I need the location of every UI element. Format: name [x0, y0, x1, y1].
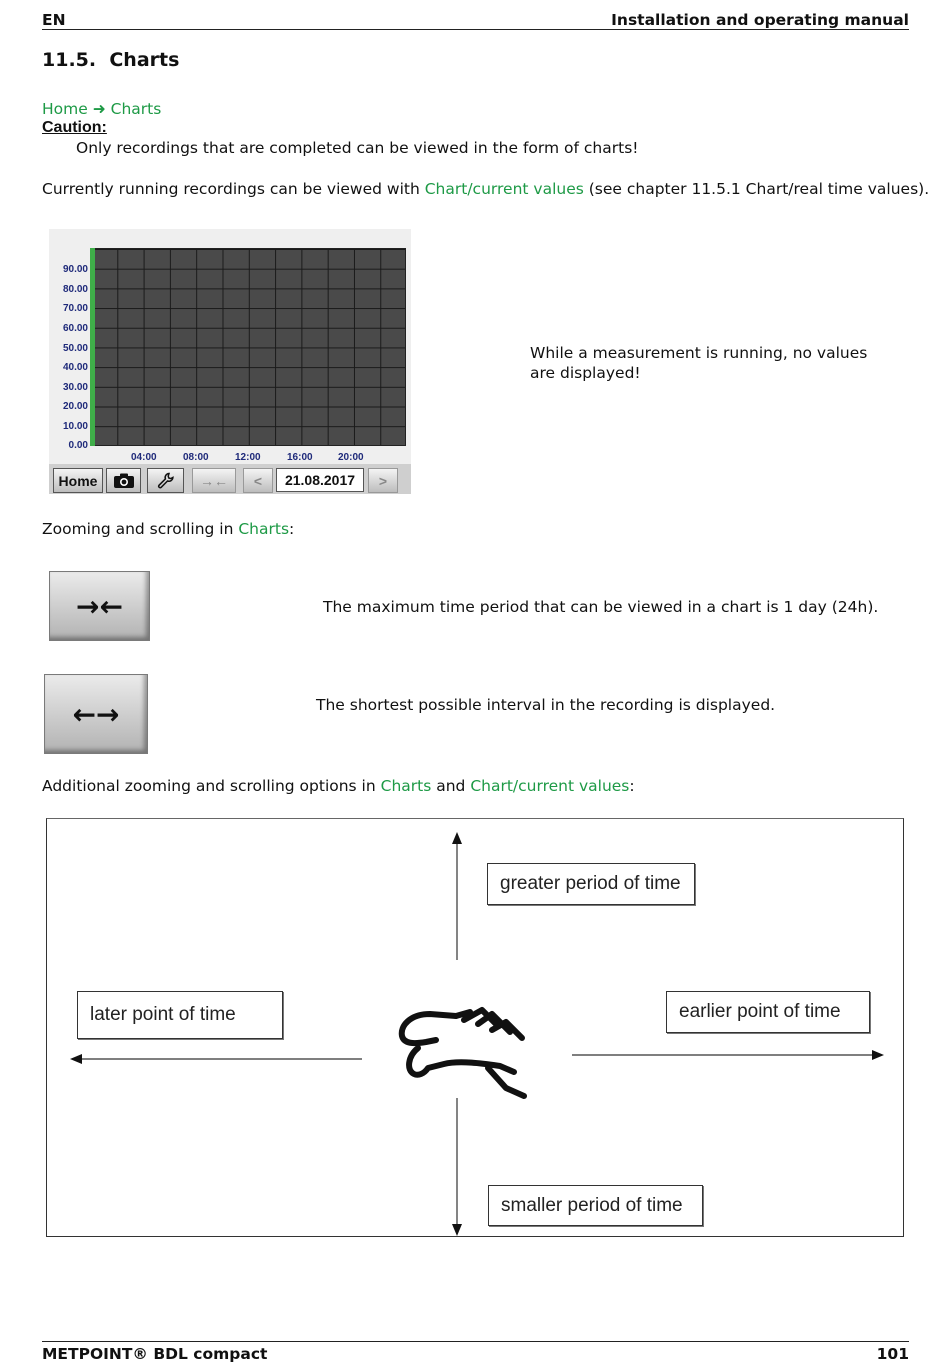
running-paragraph: [42, 180, 929, 198]
date-field[interactable]: 21.08.2017: [276, 468, 364, 492]
zoom-in-icon-button[interactable]: →←: [49, 571, 150, 641]
breadcrumb-home-link[interactable]: Home: [42, 100, 88, 118]
section-title: [42, 49, 179, 71]
camera-icon: [113, 473, 135, 489]
footer-rule: [42, 1341, 909, 1342]
wrench-icon: [157, 472, 175, 490]
zoom-out-description: The shortest possible interval in the recording is displayed.: [316, 696, 776, 714]
section-number: 11.5.: [42, 49, 97, 71]
x-tick: 04:00: [131, 452, 157, 463]
additional-text-mid: and: [431, 777, 471, 795]
zoom-out-icon-button[interactable]: ←→: [44, 674, 148, 754]
greater-period-label: greater period of time: [487, 863, 695, 905]
footer-page-number: 101: [876, 1345, 909, 1363]
y-tick: 30.00: [62, 382, 88, 393]
y-tick: 10.00: [62, 421, 88, 432]
x-tick: 12:00: [235, 452, 261, 463]
running-text-pre: Currently running recordings can be viewed with: [42, 180, 425, 198]
breadcrumb-arrow-icon: ➜: [92, 100, 106, 118]
y-tick: 40.00: [62, 362, 88, 373]
x-tick: 16:00: [287, 452, 313, 463]
y-tick: 60.00: [62, 323, 88, 334]
breadcrumb: [42, 100, 161, 118]
chart-axis-bar: [90, 248, 95, 446]
charts-link-2[interactable]: Charts: [380, 777, 432, 795]
y-tick: 80.00: [62, 284, 88, 295]
zooming-text-post: :: [289, 520, 295, 538]
y-tick: 90.00: [62, 264, 88, 275]
caution-text: Only recordings that are completed can be viewed in the form of charts!: [76, 139, 639, 157]
zoom-in-description: The maximum time period that can be viewed in a chart is 1 day (24h).: [323, 598, 879, 616]
additional-paragraph: [42, 777, 635, 795]
header-doc-title: Installation and operating manual: [611, 11, 909, 29]
x-tick: 20:00: [338, 452, 364, 463]
hand-icon: [396, 1004, 532, 1100]
home-button[interactable]: Home: [53, 468, 103, 493]
prev-day-button[interactable]: <: [243, 468, 273, 493]
zooming-paragraph: [42, 520, 294, 538]
chart-current-values-link-2[interactable]: Chart/current values: [470, 777, 630, 795]
y-tick: 20.00: [62, 401, 88, 412]
next-day-button[interactable]: >: [368, 468, 398, 493]
y-tick: 70.00: [62, 303, 88, 314]
x-tick: 08:00: [183, 452, 209, 463]
zoom-in-button[interactable]: →←: [192, 468, 236, 493]
chart-current-values-link[interactable]: Chart/current values: [424, 180, 584, 198]
additional-text-post: :: [629, 777, 635, 795]
later-point-label: later point of time: [77, 991, 283, 1039]
section-title-text: Charts: [109, 49, 180, 71]
additional-text-pre: Additional zooming and scrolling options in: [42, 777, 381, 795]
header-lang: EN: [42, 11, 66, 29]
header-rule: [42, 29, 909, 30]
earlier-point-label: earlier point of time: [666, 991, 870, 1033]
breadcrumb-charts-link[interactable]: Charts: [110, 100, 162, 118]
y-tick: 50.00: [62, 343, 88, 354]
running-text-post: (see chapter 11.5.1 Chart/real time values).: [583, 180, 930, 198]
zooming-text-pre: Zooming and scrolling in: [42, 520, 239, 538]
caution-label: Caution:: [42, 119, 107, 136]
smaller-period-label: smaller period of time: [488, 1185, 703, 1226]
running-note: While a measurement is running, no values are displayed!: [530, 344, 868, 382]
footer-product: METPOINT® BDL compact: [42, 1345, 268, 1363]
y-tick: 0.00: [68, 440, 88, 451]
charts-link[interactable]: Charts: [238, 520, 290, 538]
settings-button[interactable]: [147, 468, 184, 493]
chart-plot-area: [90, 248, 406, 446]
camera-button[interactable]: [106, 468, 141, 493]
